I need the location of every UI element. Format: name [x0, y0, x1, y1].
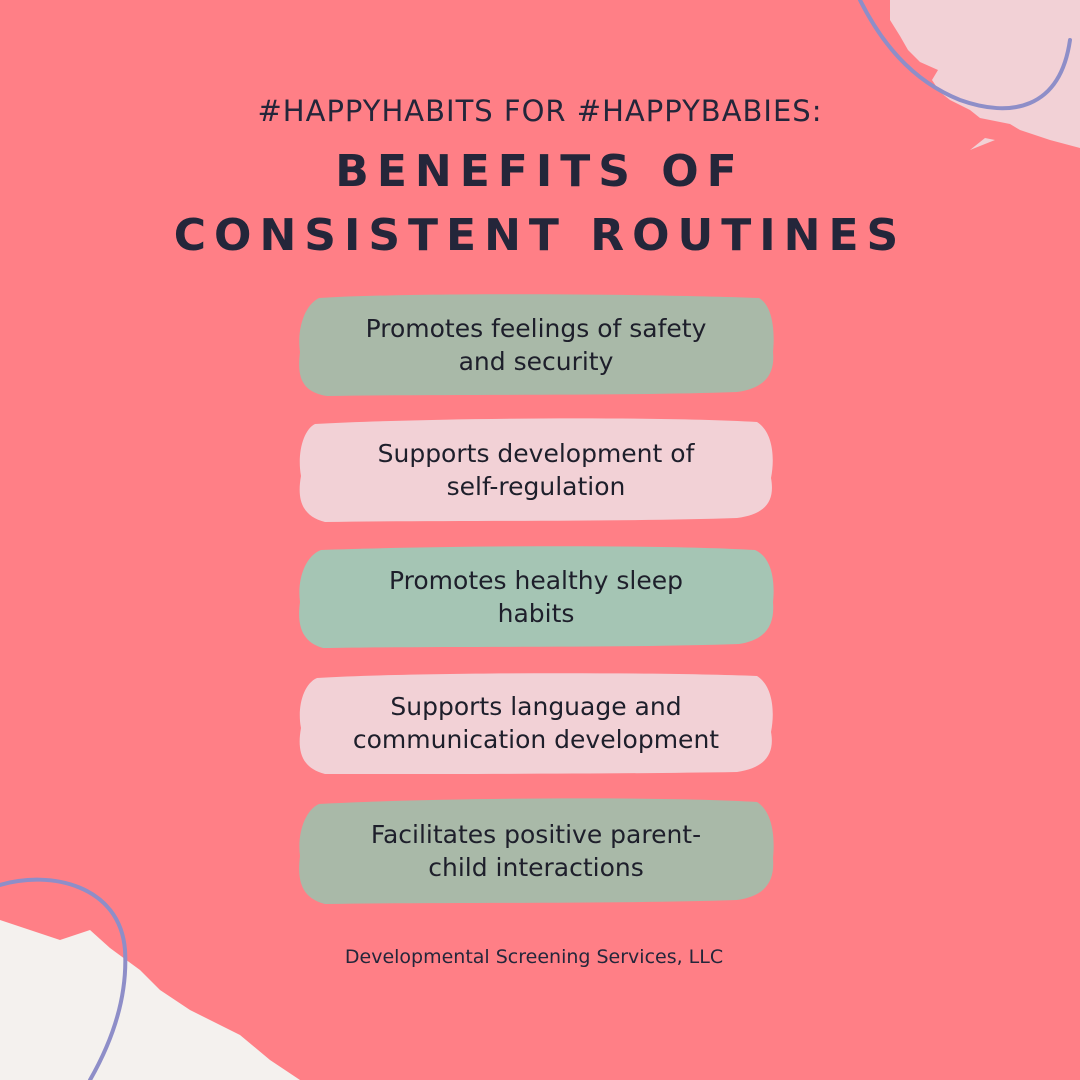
benefit-line-2: self-regulation	[446, 472, 626, 501]
brush-stroke-decoration	[0, 860, 300, 1080]
benefit-line-1: Promotes healthy sleep	[389, 566, 683, 595]
page-title-line-2: CONSISTENT ROUTINES	[173, 210, 907, 261]
benefit-line-1: Supports development of	[377, 439, 695, 468]
benefit-line-1: Promotes feelings of safety	[365, 314, 707, 343]
page-title-line-1: BENEFITS OF	[335, 146, 745, 197]
benefit-line-2: child interactions	[428, 853, 644, 882]
benefit-item	[297, 544, 775, 650]
subtitle-hashtags: #HAPPYHABITS FOR #HAPPYBABIES:	[257, 94, 823, 128]
benefit-item	[297, 796, 775, 906]
benefit-line-1: Facilitates positive parent-	[370, 820, 702, 849]
benefit-line-2: and security	[458, 347, 614, 376]
benefit-item	[297, 292, 775, 398]
benefit-line-2: habits	[497, 599, 575, 628]
benefit-item	[297, 670, 775, 776]
benefit-item	[297, 416, 775, 524]
benefit-line-2: communication development	[352, 725, 720, 754]
footer-company-name: Developmental Screening Services, LLC	[344, 946, 724, 968]
benefit-line-1: Supports language and	[390, 692, 682, 721]
